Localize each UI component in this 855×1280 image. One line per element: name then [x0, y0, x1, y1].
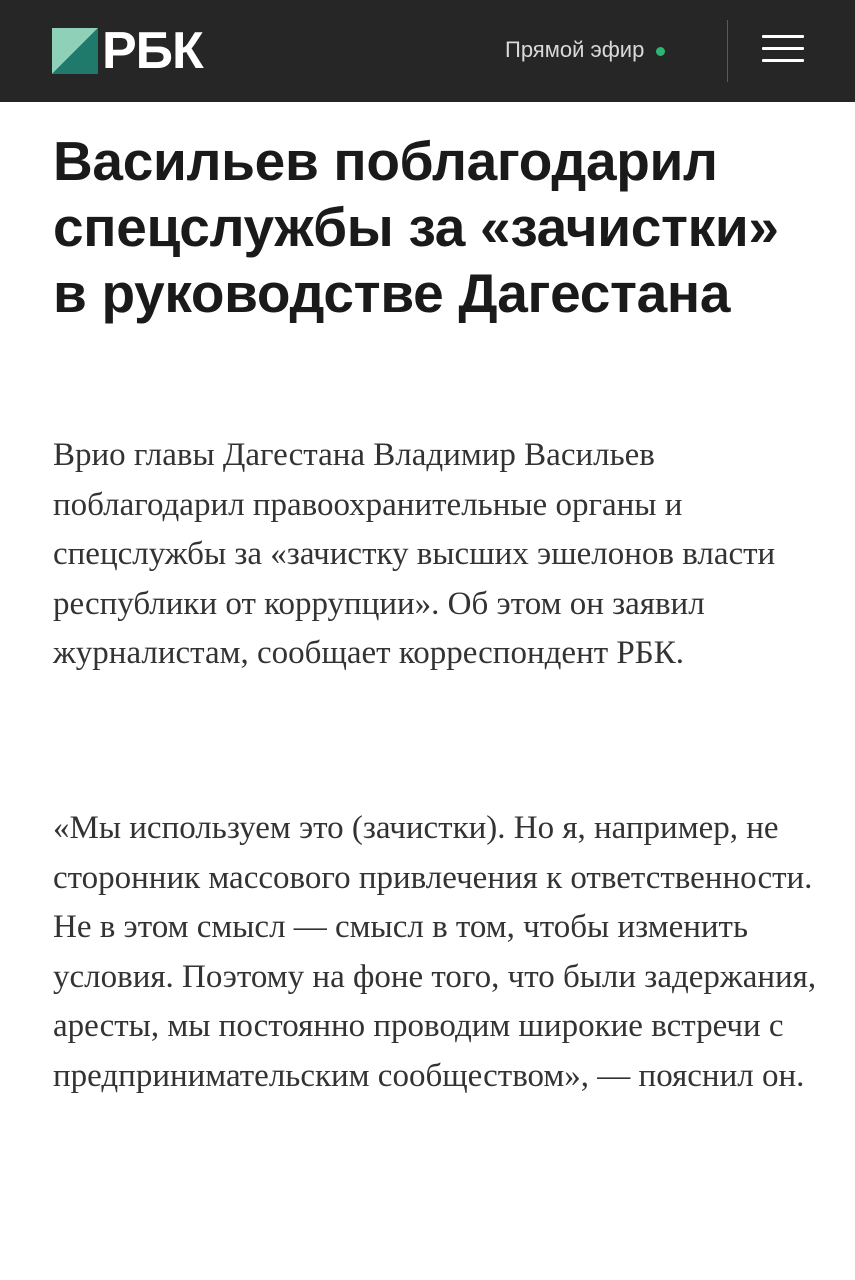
rbc-logo-icon [52, 28, 98, 74]
menu-line [762, 47, 804, 50]
live-broadcast-link[interactable] [505, 35, 665, 65]
article-paragraph: «Мы используем это (зачистки). Но я, например, не сторонник массового привлечения к ответственности. Не в этом смысл — смысл в том, чтобы изменить условия. Поэтому на фоне того, что были задержания, аресты, мы постоянно проводим широкие встречи с предпринимательским сообществом», — пояснил он. [53, 810, 817, 1094]
header-divider [727, 20, 728, 82]
article-headline: Васильев поблагодарил спецслужбы за «зачистки» в руководстве Дагестана [53, 130, 779, 324]
top-bar [0, 0, 855, 102]
menu-line [762, 35, 804, 38]
rbc-logo[interactable] [52, 22, 203, 80]
article-paragraph: Врио главы Дагестана Владимир Васильев поблагодарил правоохранительные органы и спецслужбы за «зачистку высших эшелонов власти республики от коррупции». Об этом он заявил журналистам, сообщает корреспондент РБК. [53, 437, 776, 671]
logo-text: РБК [102, 22, 203, 80]
live-dot-icon [656, 47, 665, 56]
live-broadcast-label: Прямой эфир [505, 37, 645, 62]
menu-line [762, 59, 804, 62]
hamburger-menu-icon[interactable] [762, 33, 804, 65]
